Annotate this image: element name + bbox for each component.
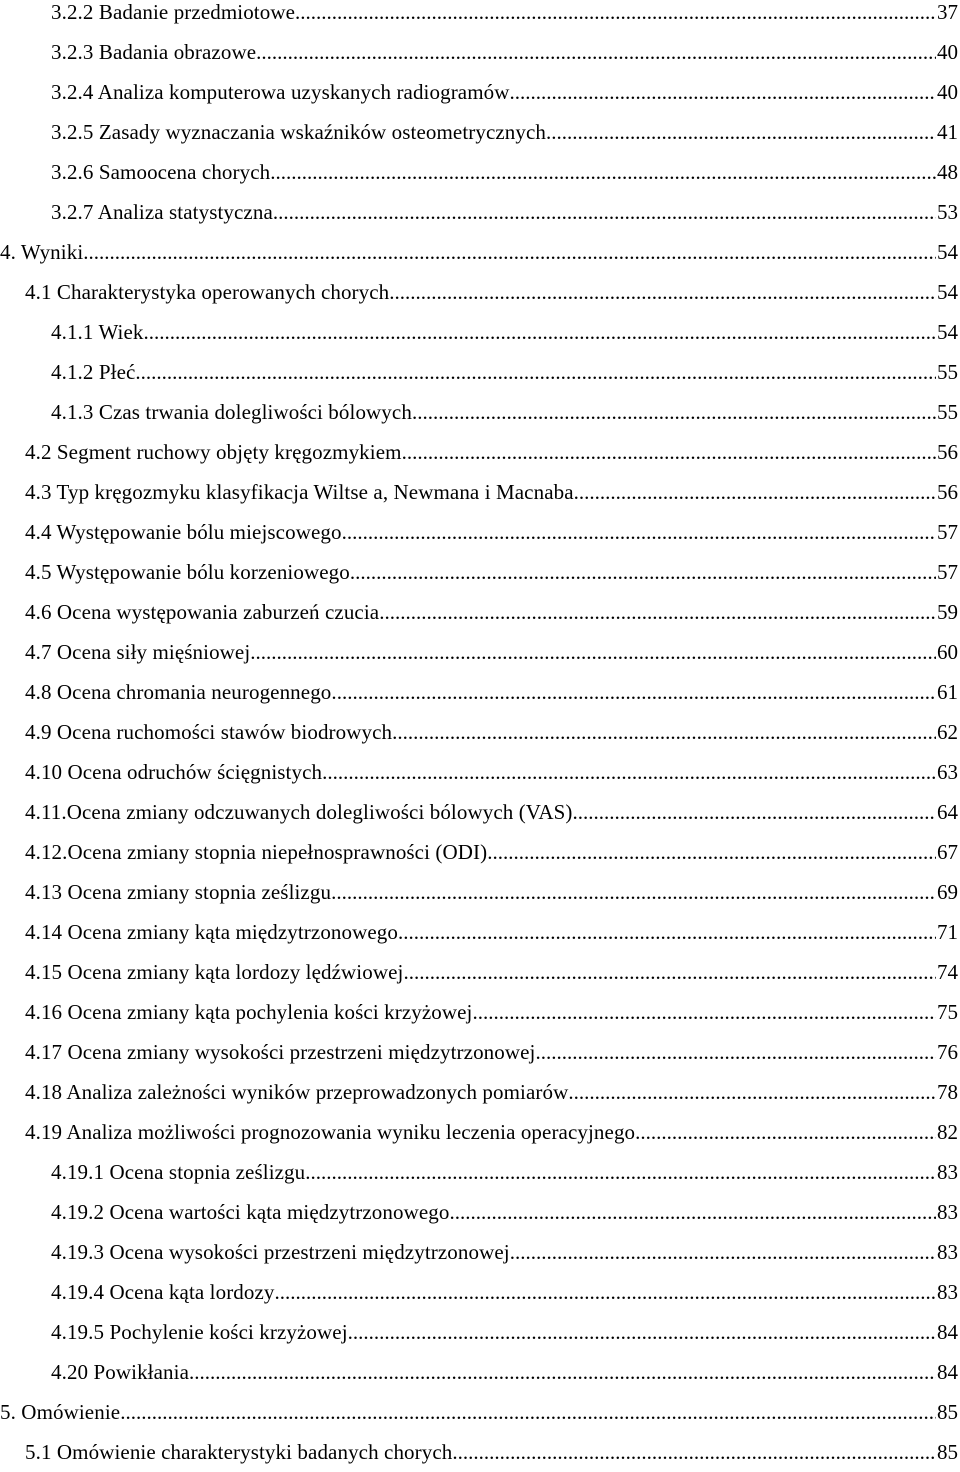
toc-entry[interactable] xyxy=(0,272,960,312)
toc-entry-title: 3.2.3 Badania obrazowe xyxy=(51,40,257,64)
toc-entry-title: 4.14 Ocena zmiany kąta międzytrzonowego xyxy=(25,920,399,944)
toc-entry-title: 5.1 Omówienie charakterystyki badanych chorych xyxy=(25,1440,453,1464)
toc-entry-page-number: 40 xyxy=(937,40,958,64)
toc-entry-page-number: 60 xyxy=(937,640,958,664)
toc-entry-title: 4.1.3 Czas trwania dolegliwości bólowych xyxy=(51,400,412,424)
toc-entry-page-number: 54 xyxy=(937,240,958,264)
toc-entry-page-number: 64 xyxy=(937,800,958,824)
toc-entry-title: 4.4 Występowanie bólu miejscowego xyxy=(25,520,342,544)
toc-entry-page-number: 63 xyxy=(937,760,958,784)
toc-entry[interactable] xyxy=(0,352,960,392)
toc-entry-page-number: 83 xyxy=(937,1160,958,1184)
dot-leader xyxy=(322,752,936,792)
toc-entry-title: 4.19.5 Pochylenie kości krzyżowej xyxy=(51,1320,348,1344)
toc-entry[interactable] xyxy=(0,1032,960,1072)
dot-leader xyxy=(573,792,937,832)
dot-leader xyxy=(350,552,936,592)
toc-entry-page-number: 53 xyxy=(937,200,958,224)
toc-entry[interactable] xyxy=(0,72,960,112)
dot-leader xyxy=(270,152,936,192)
toc-entry-title: 4. Wyniki xyxy=(0,240,84,264)
toc-entry-page-number: 41 xyxy=(937,120,958,144)
toc-entry[interactable] xyxy=(0,1072,960,1112)
dot-leader xyxy=(574,472,936,512)
toc-entry-title: 4.11.Ocena zmiany odczuwanych dolegliwości bólowych (VAS) xyxy=(25,800,573,824)
toc-entry[interactable] xyxy=(0,1112,960,1152)
dot-leader xyxy=(120,1392,936,1432)
toc-entry-page-number: 83 xyxy=(937,1240,958,1264)
dot-leader xyxy=(450,1192,937,1232)
toc-entry-page-number: 67 xyxy=(937,840,958,864)
dot-leader xyxy=(389,272,936,312)
toc-entry-page-number: 40 xyxy=(937,80,958,104)
toc-entry[interactable] xyxy=(0,232,960,272)
toc-entry-title: 4.20 Powikłania xyxy=(51,1360,189,1384)
toc-entry-page-number: 56 xyxy=(937,440,958,464)
toc-entry-page-number: 54 xyxy=(937,280,958,304)
toc-entry[interactable] xyxy=(0,1192,960,1232)
toc-entry[interactable] xyxy=(0,632,960,672)
toc-entry-title: 3.2.6 Samoocena chorych xyxy=(51,160,271,184)
toc-entry-page-number: 61 xyxy=(937,680,958,704)
toc-entry[interactable] xyxy=(0,1352,960,1392)
dot-leader xyxy=(546,112,936,152)
toc-entry-title: 4.10 Ocena odruchów ścięgnistych xyxy=(25,760,323,784)
toc-entry[interactable] xyxy=(0,1312,960,1352)
toc-entry[interactable] xyxy=(0,912,960,952)
toc-entry[interactable] xyxy=(0,712,960,752)
toc-entry-page-number: 37 xyxy=(937,0,958,24)
dot-leader xyxy=(305,1152,936,1192)
toc-entry-page-number: 48 xyxy=(937,160,958,184)
toc-entry[interactable] xyxy=(0,1392,960,1432)
dot-leader xyxy=(510,72,936,112)
toc-entry-page-number: 59 xyxy=(937,600,958,624)
toc-entry-title: 4.19.2 Ocena wartości kąta międzytrzonowego xyxy=(51,1200,450,1224)
toc-entry[interactable] xyxy=(0,112,960,152)
dot-leader xyxy=(487,832,936,872)
toc-entry-page-number: 83 xyxy=(937,1280,958,1304)
toc-entry-title: 4.5 Występowanie bólu korzeniowego xyxy=(25,560,350,584)
toc-entry-title: 4.9 Ocena ruchomości stawów biodrowych xyxy=(25,720,393,744)
toc-entry-title: 4.8 Ocena chromania neurogennego. xyxy=(25,680,337,704)
dot-leader xyxy=(510,1232,936,1272)
toc-entry[interactable] xyxy=(0,792,960,832)
toc-entry-page-number: 57 xyxy=(937,560,958,584)
toc-entry-page-number: 62 xyxy=(937,720,958,744)
toc-entry[interactable] xyxy=(0,832,960,872)
dot-leader xyxy=(342,512,936,552)
toc-entry-page-number: 75 xyxy=(937,1000,958,1024)
toc-entry-title: 3.2.5 Zasady wyznaczania wskaźników osteometrycznych xyxy=(51,120,547,144)
toc-entry-title: 4.1 Charakterystyka operowanych chorych xyxy=(25,280,390,304)
toc-entry[interactable] xyxy=(0,0,960,32)
toc-entry-title: 4.1.1 Wiek xyxy=(51,320,144,344)
toc-entry[interactable] xyxy=(0,1232,960,1272)
dot-leader xyxy=(337,672,936,712)
dot-leader xyxy=(452,1432,936,1472)
toc-entry[interactable] xyxy=(0,592,960,632)
toc-entry[interactable] xyxy=(0,32,960,72)
toc-entry[interactable] xyxy=(0,952,960,992)
toc-entry-title: 4.6 Ocena występowania zaburzeń czucia xyxy=(25,600,380,624)
toc-entry-title: 4.19 Analiza możliwości prognozowania wyniku leczenia operacyjnego xyxy=(25,1120,636,1144)
dot-leader xyxy=(83,232,936,272)
dot-leader xyxy=(273,192,936,232)
toc-entry-title: 4.12.Ocena zmiany stopnia niepełnosprawności (ODI) xyxy=(25,840,488,864)
toc-entry-page-number: 69 xyxy=(937,880,958,904)
toc-entry-title: 4.7 Ocena siły mięśniowej xyxy=(25,640,251,664)
toc-entry-title: 4.19.4 Ocena kąta lordozy xyxy=(51,1280,275,1304)
toc-entry[interactable] xyxy=(0,992,960,1032)
toc-entry-page-number: 76 xyxy=(937,1040,958,1064)
toc-entry-page-number: 57 xyxy=(937,520,958,544)
toc-entry-page-number: 78 xyxy=(937,1080,958,1104)
toc-entry-title: 3.2.4 Analiza komputerowa uzyskanych radiogramów xyxy=(51,80,510,104)
dot-leader xyxy=(635,1112,936,1152)
dot-leader xyxy=(412,392,936,432)
toc-entry[interactable] xyxy=(0,1152,960,1192)
dot-leader xyxy=(403,952,936,992)
dot-leader xyxy=(275,1272,936,1312)
dot-leader xyxy=(135,352,936,392)
toc-entry-title: 3.2.7 Analiza statystyczna xyxy=(51,200,273,224)
toc-entry-title: 4.19.1 Ocena stopnia ześlizgu xyxy=(51,1160,306,1184)
toc-entry[interactable] xyxy=(0,472,960,512)
dot-leader xyxy=(189,1352,936,1392)
toc-entry[interactable] xyxy=(0,1432,960,1472)
toc-entry-page-number: 55 xyxy=(937,360,958,384)
toc-entry-page-number: 82 xyxy=(937,1120,958,1144)
toc-entry[interactable] xyxy=(0,192,960,232)
toc-entry[interactable] xyxy=(0,152,960,192)
toc-entry-page-number: 84 xyxy=(937,1360,958,1384)
toc-entry[interactable] xyxy=(0,512,960,552)
toc-entry-title: 4.19.3 Ocena wysokości przestrzeni międzytrzonowej xyxy=(51,1240,510,1264)
toc-entry[interactable] xyxy=(0,752,960,792)
toc-entry-title: 4.2 Segment ruchowy objęty kręgozmykiem xyxy=(25,440,402,464)
toc-entry-page-number: 74 xyxy=(937,960,958,984)
dot-leader xyxy=(392,712,936,752)
toc-entry-page-number: 71 xyxy=(937,920,958,944)
toc-entry[interactable] xyxy=(0,312,960,352)
toc-entry-page-number: 85 xyxy=(937,1400,958,1424)
toc-entry-title: 4.16 Ocena zmiany kąta pochylenia kości krzyżowej xyxy=(25,1000,473,1024)
toc-entry[interactable] xyxy=(0,552,960,592)
toc-entry[interactable] xyxy=(0,432,960,472)
toc-entry-title: 5. Omówienie xyxy=(0,1400,121,1424)
toc-entry-title: 4.3 Typ kręgozmyku klasyfikacja Wiltse a, Newmana i Macnaba xyxy=(25,480,574,504)
toc-entry-title: 3.2.2 Badanie przedmiotowe xyxy=(51,0,296,24)
dot-leader xyxy=(398,912,936,952)
dot-leader xyxy=(144,312,936,352)
dot-leader xyxy=(250,632,936,672)
toc-entry[interactable] xyxy=(0,672,960,712)
toc-entry-page-number: 84 xyxy=(937,1320,958,1344)
dot-leader xyxy=(379,592,936,632)
dot-leader xyxy=(295,0,936,32)
toc-entry[interactable] xyxy=(0,1272,960,1312)
toc-entry-title: 4.18 Analiza zależności wyników przeprowadzonych pomiarów xyxy=(25,1080,569,1104)
dot-leader xyxy=(348,1312,936,1352)
toc-entry-title: 4.1.2 Płeć xyxy=(51,360,136,384)
toc-entry-title: 4.17 Ocena zmiany wysokości przestrzeni międzytrzonowej xyxy=(25,1040,536,1064)
toc-entry-page-number: 54 xyxy=(937,320,958,344)
dot-leader xyxy=(568,1072,936,1112)
toc-entry-page-number: 85 xyxy=(937,1440,958,1464)
dot-leader xyxy=(536,1032,937,1072)
toc-entry-page-number: 83 xyxy=(937,1200,958,1224)
toc-entry-page-number: 55 xyxy=(937,400,958,424)
dot-leader xyxy=(472,992,936,1032)
dot-leader xyxy=(331,872,936,912)
dot-leader xyxy=(402,432,936,472)
toc-entry[interactable] xyxy=(0,872,960,912)
toc-entry[interactable] xyxy=(0,392,960,432)
toc-entry-title: 4.13 Ocena zmiany stopnia ześlizgu xyxy=(25,880,332,904)
dot-leader xyxy=(256,32,936,72)
toc-entry-page-number: 56 xyxy=(937,480,958,504)
toc-entry-title: 4.15 Ocena zmiany kąta lordozy lędźwiowej xyxy=(25,960,404,984)
